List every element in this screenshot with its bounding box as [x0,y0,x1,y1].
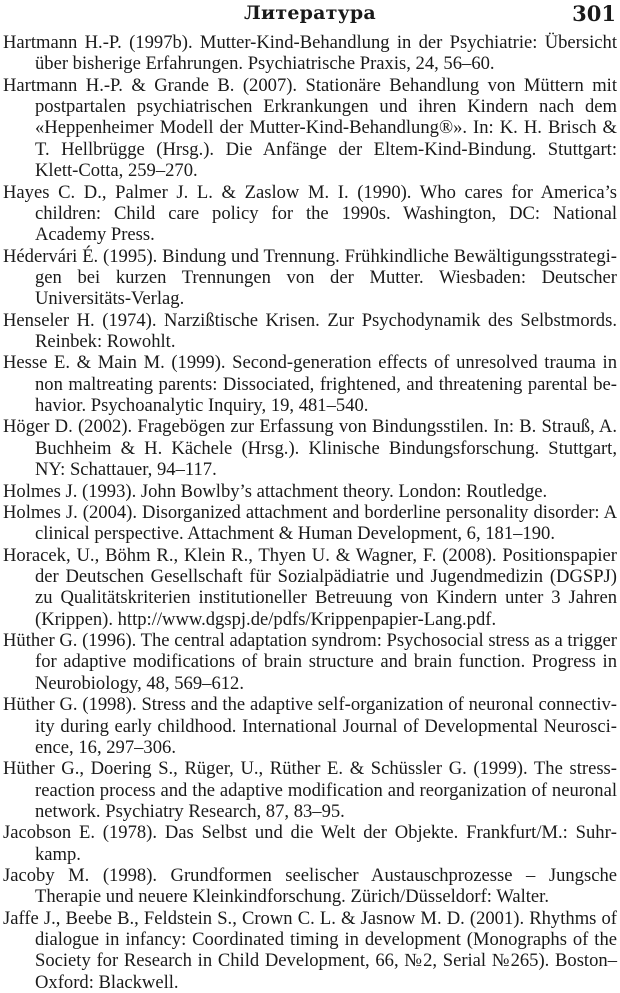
reference-entry: Hédervári É. (1995). Bindung und Trennung. Frühkindliche Bewältigungsstrategigen bei kurzen Trennungen von der Mutter. Wiesbaden: Deutscher Universitäts-Verlag. [3,245,617,310]
page-header [0,0,620,30]
reference-entry: Hesse E. & Main M. (1999). Second-generation effects of unresolved trauma in non maltreating parents: Dissociated, frightened, and threatening parental behavior. Psychoanalytic Inquiry, 19, 481–540. [3,352,617,417]
reference-entry: Hartmann H.-P. (1997b). Mutter-Kind-Behandlung in der Psychiatrie: Übersicht über bisherige Erfahrungen. Psychiatrische Praxis, 24, 56–60. [3,32,617,75]
reference-entry: Hüther G. (1998). Stress and the adaptive self-organization of neuronal connectivity during early childhood. International Journal of Developmental Neuroscience, 16, 297–306. [3,694,617,758]
reference-entry: Hayes C. D., Palmer J. L. & Zaslow M. I. (1990). Who cares for America’s children: Child care policy for the 1990s. Washington, DC: National Academy Press. [3,181,617,246]
reference-entry: Jacobson E. (1978). Das Selbst und die Welt der Objekte. Frankfurt/M.: Suhrkamp. [3,822,617,865]
reference-entry: Höger D. (2002). Fragebögen zur Erfassung von Bindungsstilen. In: B. Strauß, A. Buchheim & H. Kächele (Hrsg.). Klinische Bindungsforschung. Stuttgart, NY: Schattauer, 94–117. [3,416,617,481]
reference-entry: Holmes J. (2004). Disorganized attachment and borderline personality disorder: A clinical perspective. Attachment & Human Development, 6, 181–190. [3,501,617,545]
reference-entry: Jacoby M. (1998). Grundformen seelischer Austauschprozesse – Jungsche Therapie und neuere Kleinkindforschung. Zürich/Düsseldorf: Walter. [3,865,617,908]
running-title: Литература [244,2,376,24]
reference-entry: Henseler H. (1974). Narzißtische Krisen. Zur Psychodynamik des Selbstmords. Reinbek: Rowohlt. [3,309,617,353]
reference-entry: Jaffe J., Beebe B., Feldstein S., Crown C. L. & Jasnow M. D. (2001). Rhythms of dialogue in infancy: Coordinated timing in development (Monographs of the Society for Research in Child Development, 66, №2, Serial №265). Boston–Oxford: Blackwell. [3,907,617,993]
reference-entry: Holmes J. (1993). John Bowlby’s attachment theory. London: Routledge. [3,480,548,502]
reference-entry: Hartmann H.-P. & Grande B. (2007). Stationäre Behandlung von Müttern mit postpartalen psychiatrischen Erkrankungen und ihren Kindern nach dem «Heppenheimer Modell der Mutter-Kind-Behandlung®». In: K. H. Brisch & T. Hellbrügge (Hrsg.). Die Anfänge der Eltem-Kind-Bindung. Stuttgart: Klett-Cotta, 259–270. [3,74,617,182]
reference-entry: Horacek, U., Böhm R., Klein R., Thyen U. & Wagner, F. (2008). Positionspapier der Deutschen Gesellschaft für Sozialpädiatrie und Jugendmedizin (DGSPJ) zu Qualitätskriterien institutioneller Betreuung von Kindern unter 3 Jahren (Krippen). http://www.dgspj.de/pdfs/Krippenpapier-Lang.pdf. [3,544,617,630]
reference-entry: Hüther G., Doering S., Rüger, U., Rüther E. & Schüssler G. (1999). The stress-reaction process and the adaptive modification and reorganization of neuronal network. Psychiatry Research, 87, 83–95. [3,758,617,822]
page-number: 301 [572,1,616,26]
reference-list [3,32,617,993]
reference-entry: Hüther G. (1996). The central adaptation syndrom: Psychosocial stress as a trigger for adaptive modifications of brain structure and brain function. Progress in Neurobiology, 48, 569–612. [3,630,617,694]
